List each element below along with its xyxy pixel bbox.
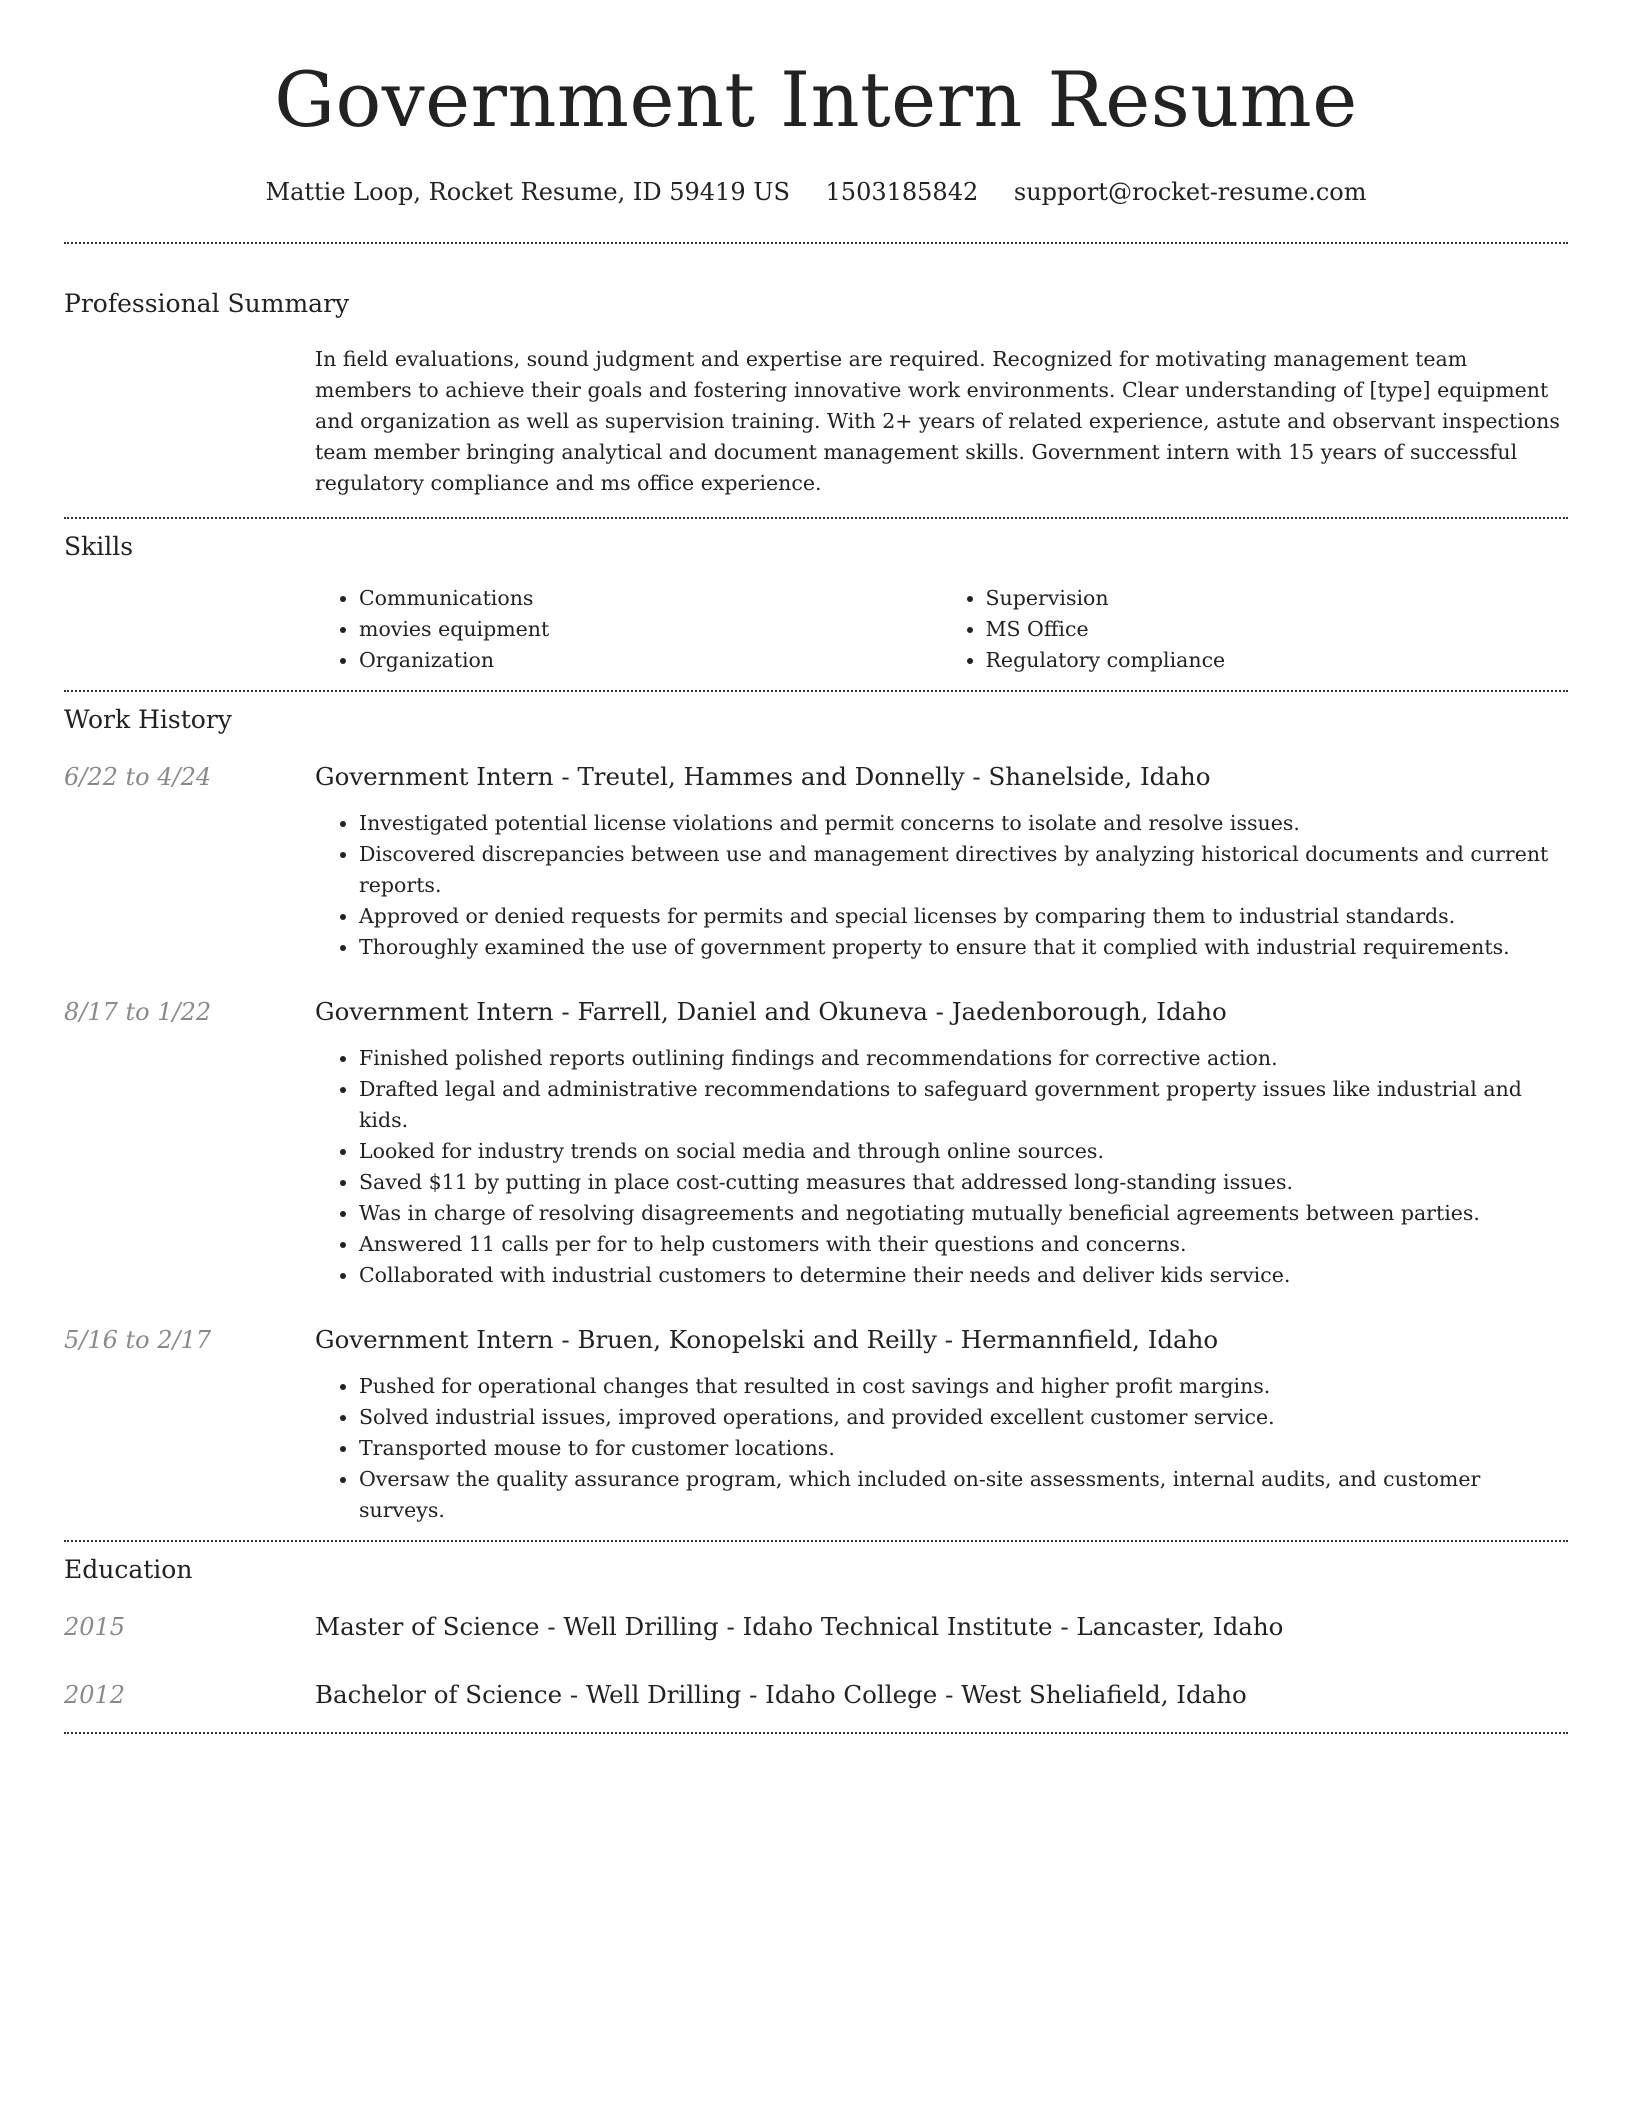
education-entry (64, 1678, 1568, 1712)
job-title: Government Intern - Treutel, Hammes and Donnelly - Shanelside, Idaho (315, 762, 1211, 791)
job-bullet: • Collaborated with industrial customers to determine their needs and deliver kids service. (359, 1260, 1568, 1291)
job-entry (64, 995, 1568, 1291)
job-bullet: • Oversaw the quality assurance program, which included on-site assessments, internal audits, and customer surveys. (359, 1464, 1568, 1526)
resume-header (64, 0, 1568, 208)
job-bullet: • Approved or denied requests for permits and special licenses by comparing them to industrial standards. (359, 901, 1568, 932)
job-bullet: • Drafted legal and administrative recommendations to safeguard government property issues like industrial and kids. (359, 1074, 1568, 1136)
skill-item: • Regulatory compliance (986, 645, 1569, 676)
job-bullets (315, 808, 1568, 963)
job-title: Government Intern - Farrell, Daniel and Okuneva - Jaedenborough, Idaho (315, 997, 1227, 1026)
contact-line (64, 176, 1568, 208)
job-bullet: • Thoroughly examined the use of government property to ensure that it complied with industrial requirements. (359, 932, 1568, 963)
job-dates: 8/17 to 1/22 (64, 998, 212, 1026)
education-degree: Master of Science - Well Drilling - Idaho Technical Institute - Lancaster, Idaho (315, 1612, 1284, 1641)
job-title: Government Intern - Bruen, Konopelski and Reilly - Hermannfield, Idaho (315, 1325, 1219, 1354)
job-bullets (315, 1371, 1568, 1526)
job-bullet: • Was in charge of resolving disagreements and negotiating mutually beneficial agreements between parties. (359, 1198, 1568, 1229)
skills-grid (315, 583, 1568, 676)
education-heading: Education (64, 1555, 193, 1584)
job-bullet: • Looked for industry trends on social media and through online sources. (359, 1136, 1568, 1167)
skills-section (64, 519, 1568, 690)
job-dates: 5/16 to 2/17 (64, 1326, 212, 1354)
education-section (64, 1542, 1568, 1732)
job-bullet: • Transported mouse to for customer locations. (359, 1433, 1568, 1464)
summary-section (64, 244, 1568, 517)
education-year: 2012 (64, 1681, 126, 1709)
job-bullet: • Investigated potential license violations and permit concerns to isolate and resolve issues. (359, 808, 1568, 839)
job-bullet: • Solved industrial issues, improved operations, and provided excellent customer service. (359, 1402, 1568, 1433)
skill-item: • Organization (359, 645, 942, 676)
skills-heading: Skills (64, 532, 134, 561)
job-bullet: • Answered 11 calls per for to help customers with their questions and concerns. (359, 1229, 1568, 1260)
skill-item: • Communications (359, 583, 942, 614)
job-bullets (315, 1043, 1568, 1291)
skill-item: • MS Office (986, 614, 1569, 645)
job-entry (64, 760, 1568, 963)
summary-text: In field evaluations, sound judgment and expertise are required. Recognized for motivating management team members to achieve their goals and fostering innovative work environments. Clear understanding of [type] equipment and organization as well as supervision training. With 2+ years of related experience, astute and observant inspections team member bringing analytical and document management skills. Government intern with 15 years of successful regulatory compliance and ms office experience. (315, 347, 1560, 495)
job-bullet: • Finished polished reports outlining findings and recommendations for corrective action. (359, 1043, 1568, 1074)
skills-list-left (315, 583, 942, 676)
skill-item: • Supervision (986, 583, 1569, 614)
education-degree: Bachelor of Science - Well Drilling - Idaho College - West Sheliafield, Idaho (315, 1680, 1247, 1709)
section-divider (64, 1732, 1568, 1734)
job-dates: 6/22 to 4/24 (64, 763, 212, 791)
contact-address: Mattie Loop, Rocket Resume, ID 59419 US (265, 178, 790, 206)
skills-list-right (942, 583, 1569, 676)
job-entry (64, 1323, 1568, 1526)
education-year: 2015 (64, 1613, 126, 1641)
resume-title: Government Intern Resume (274, 55, 1358, 144)
contact-email: support@rocket-resume.com (1013, 178, 1367, 206)
job-bullet: • Saved $11 by putting in place cost-cutting measures that addressed long-standing issues. (359, 1167, 1568, 1198)
contact-phone: 1503185842 (825, 178, 979, 206)
job-bullet: • Discovered discrepancies between use and management directives by analyzing historical documents and current reports. (359, 839, 1568, 901)
skill-item: • movies equipment (359, 614, 942, 645)
summary-heading: Professional Summary (64, 289, 350, 318)
job-bullet: • Pushed for operational changes that resulted in cost savings and higher profit margins. (359, 1371, 1568, 1402)
work-section (64, 692, 1568, 1540)
work-heading: Work History (64, 705, 232, 734)
education-entry (64, 1610, 1568, 1644)
